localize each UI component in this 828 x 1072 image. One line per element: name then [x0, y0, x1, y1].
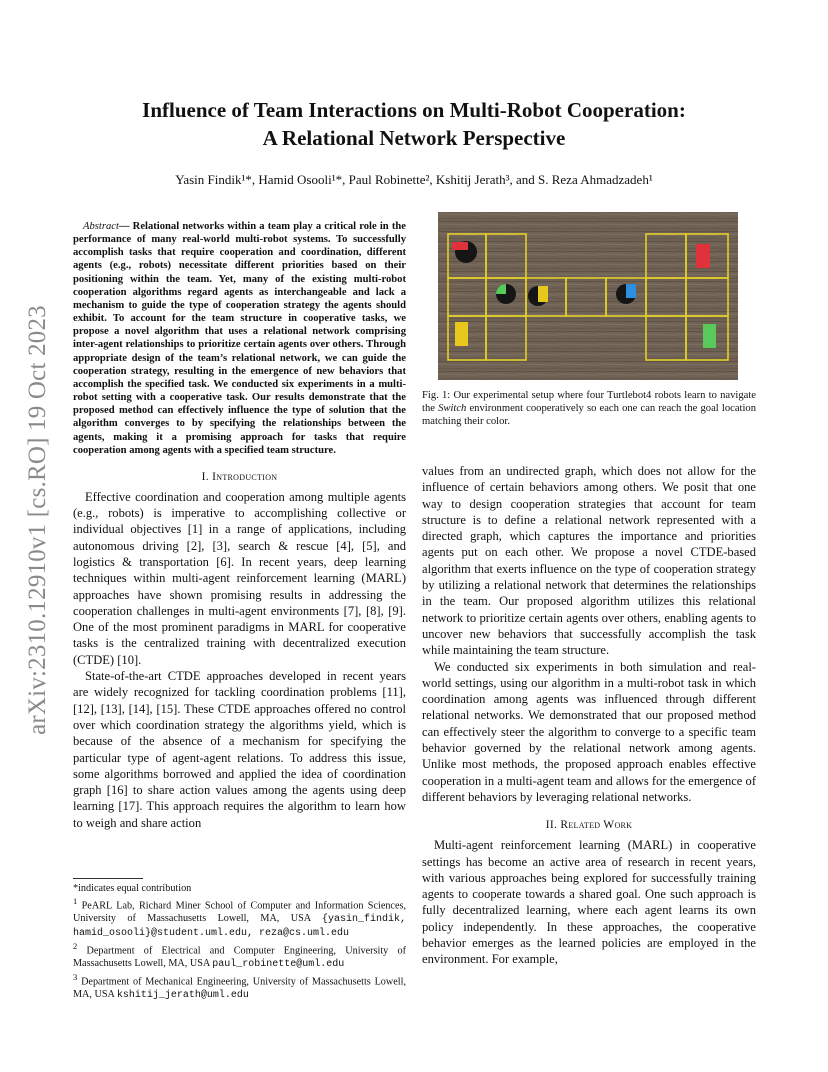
caption-emphasis: Switch [438, 403, 467, 415]
figure-1-caption [422, 389, 756, 429]
section-number: I. [201, 470, 213, 483]
red-goal-tile [696, 244, 710, 268]
section-number: II. [545, 819, 561, 832]
caption-text-b: environment cooperatively so each one can reach the goal location matching their color. [422, 403, 757, 428]
footnote-3-email: kshitij_jerath@uml.edu [116, 990, 249, 1002]
footnote-rule [73, 878, 143, 879]
yellow-goal-tile [455, 322, 468, 346]
section-title: Related Work [560, 819, 633, 832]
left-column [73, 220, 406, 831]
abstract-text: — Relational networks within a team play a critical role in the performance of many real-world multi-robot systems. To successfully accomplish tasks that require cooperation and coordination, different agents (e.g., robots) necessitate different priorities based on their positioning within the team. Yet, many of the existing multi-robot cooperation algorithms regard agents as interchangeable and lack a mechanism to guide the type of cooperation strategy the agents should exhibit. To account for the team structure in cooperative tasks, we propose a novel algorithm that uses a relational network comprising inter-agent relationships to prioritize certain agents over others. Through appropriate design of the team’s relational network, we can guide the cooperation strategy, resulting in the emergence of new behaviors that accomplish the specified task. We conducted six experiments in a multi-robot setting with a cooperative task. Our results demonstrate that the proposed method can effectively influence the type of solution that the algorithm converges to by specifying the relationships between the agents, making it a promising approach for tasks that require cooperation among agents with a specified team structure. [73, 221, 406, 456]
intro-paragraph-4: We conducted six experiments in both simulation and real-world settings, using our algorithm in a multi-robot task in which coordination among agents was influenced through different relational networks. We demonstrated that our proposed method can effectively steer the algorithm to converge to a specific team behavior governed by the relational network among agents. Unlike most methods, the proposed approach enables effective cooperation in a multi-agent team and allows for the emergence of different behaviors by leveraging relational networks. [422, 659, 756, 804]
footnote-2-email: paul_robinette@uml.edu [212, 958, 345, 970]
caption-text-a: Our experimental setup where four Turtlebot4 robots learn to navigate the [422, 390, 756, 415]
arxiv-sidebar-stamp [18, 290, 58, 750]
title-line-2: A Relational Network Perspective [262, 126, 566, 150]
paper-title [80, 96, 748, 152]
related-work-paragraph-1: Multi-agent reinforcement learning (MARL) in cooperative settings has become an active area of research in recent years, with various approaches being explored for successfully training agents to cooperate towards a shared goal. One such approach is fully decentralized learning, where each agent learns its own policy independently. In these approaches, the cooperative behavior emerges as the learned policies are employed in the environment. For example, [422, 838, 756, 967]
footnotes [73, 878, 406, 1002]
abstract-lead: Abstract [83, 221, 119, 232]
author-list: Yasin Findik¹*, Hamid Osooli¹*, Paul Robinette², Kshitij Jerath³, and S. Reza Ahmadzadeh¹ [175, 172, 653, 187]
figure-1-photo [438, 212, 738, 380]
footnote-1-email: {yasin_findik, hamid_osooli}@student.uml.edu, reza@cs.uml.edu [73, 914, 407, 939]
intro-paragraph-2: State-of-the-art CTDE approaches developed in recent years are widely recognized for tackling coordination problems [11], [12], [13], [14], [15]. These CTDE approaches offered no control over which coordination strategy the algorithms yield, which is because of the absence of a mechanism for specifying the particular type of agent-agent relations. To address this issue, some algorithms borrowed and applied the idea of coordination graph [16] to share action values among the agents using deep learning [17]. This approach requires the algorithm to learn how to weigh and share action [73, 669, 406, 830]
arxiv-identifier: arXiv:2310.12910v1 [cs.RO] 19 Oct 2023 [24, 305, 51, 735]
footnote-equal: *indicates equal contribution [73, 883, 192, 894]
robot-green [496, 284, 516, 304]
figure-label: Fig. 1: [422, 390, 451, 401]
title-line-1: Influence of Team Interactions on Multi-Robot Cooperation: [142, 98, 686, 122]
abstract [73, 220, 406, 457]
footnote-3: $^3$ Department of Mechanical Engineering, University of Massachusetts Lowell, MA, USA kshitij_jerath@uml.edu [73, 972, 406, 1002]
intro-paragraph-1: Effective coordination and cooperation among multiple agents (e.g., robots) is imperative to accomplishing collective or individual objectives [1] in a range of applications, including autonomous driving [2], [3], search & rescue [4], [5], and logistics & transportation [6]. In recent years, deep learning techniques within multi-agent reinforcement learning (MARL) approaches have shown promising results in addressing the cooperation challenges in multi-agent environments [7], [8], [9]. One of the most prominent paradigms in MARL for cooperative tasks is the centralized training with decentralized execution (CTDE) [10]. [73, 489, 406, 667]
right-column [422, 463, 756, 968]
robot-blue [616, 284, 636, 304]
floor [438, 212, 738, 380]
section-heading-related-work [422, 819, 756, 831]
footnote-2: $^2$ Department of Electrical and Computer Engineering, University of Massachusetts Lowell, MA, USA paul_robinette@uml.edu [73, 941, 406, 970]
green-goal-tile [703, 324, 716, 348]
section-heading-introduction [73, 471, 406, 483]
footnote-1: $^1$ PeARL Lab, Richard Miner School of Computer and Information Sciences, University of Massachusetts Lowell, MA, USA {yasin_findik, hamid_osooli}@student.uml.edu, reza@cs.uml.edu [73, 896, 407, 939]
section-title: Introduction [212, 470, 278, 483]
intro-paragraph-3: values from an undirected graph, which does not allow for the influence of certain behaviors among others. We posit that one way to design cooperation strategies that account for team structure is to define a relational network represented with a directed graph, which captures the importance and priorities agents put on each other. We propose a novel CTDE-based algorithm that exerts influence on the type of cooperation strategy by utilizing a relational network that determines the relationships in the team. Our proposed algorithm utilizes this relational network to prioritize certain agents over others, enabling agents to uncover new behaviors that successfully accomplish the task while maintaining the team structure. [422, 464, 756, 658]
robot-yellow [528, 286, 548, 306]
